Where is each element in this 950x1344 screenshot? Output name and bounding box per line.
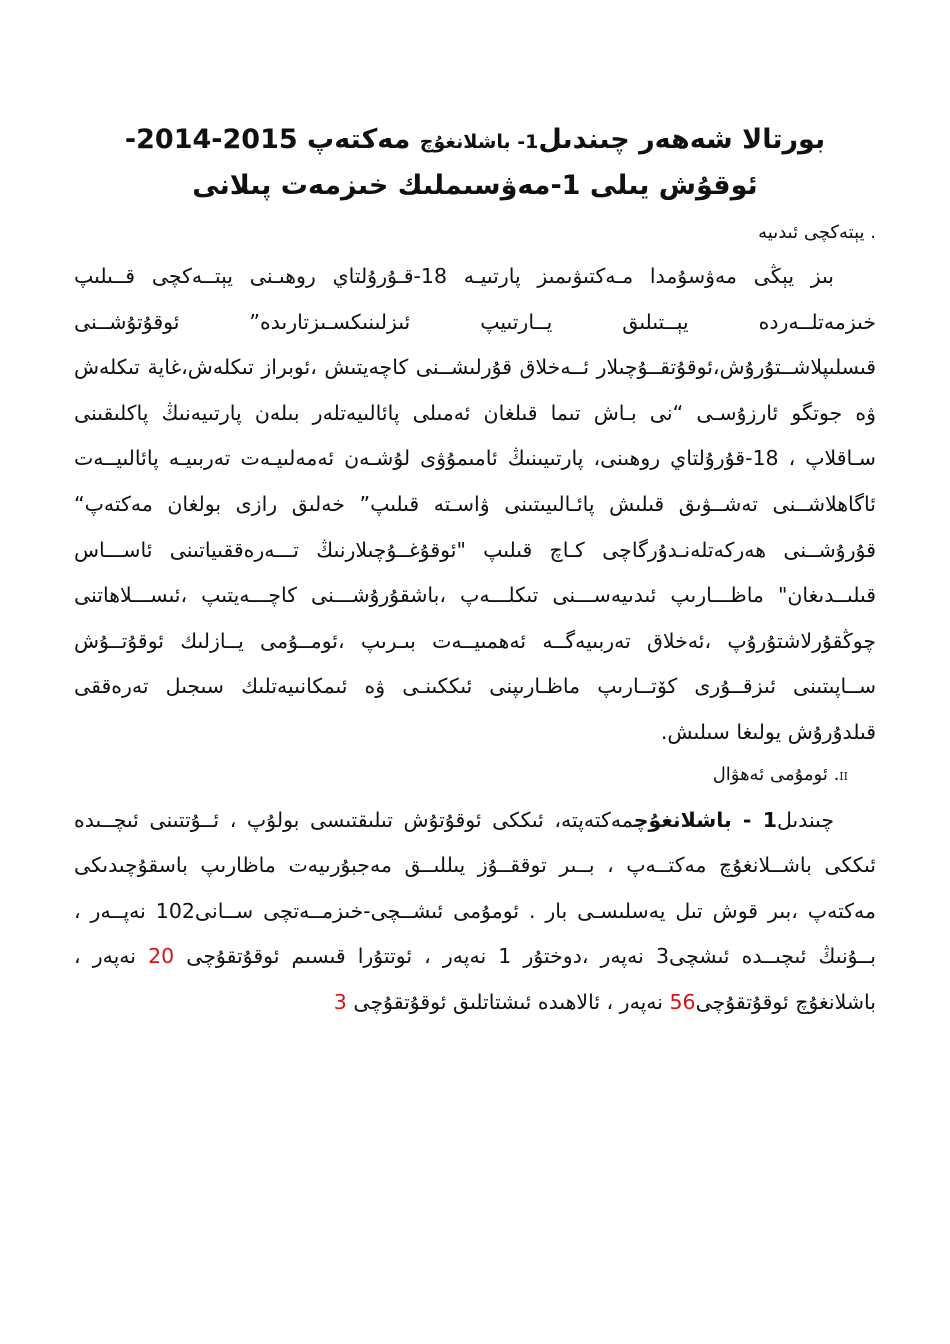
section-heading-2: II. ئومۇمى ئەھۋال (712, 763, 848, 785)
section-label: يېتەكچى ئىدىيە (758, 222, 865, 243)
paragraph-guiding-ideology: بىز يېڭى مەۋسۇمدا مـەكتىۋىمىز پارتىيـە 18-قـۇرۇلتاي روھىـنى يېتــەكچى قــىلىپ خىزمەتلــەردە يېــتىلىق يــارتىيپ ئىزلىنىكسـىزتارىدە” ئوقۇتۇشــنى قىسلىپلاشــتۇرۇش،ئوقۇتقــۇچىلار ئــەخلاق قۇرلىشــنى كاچەيتىش ،ئوبراز تىكلەش،غاية تىكلەش ۋە جوتگو ئارزۇسـى “نى بـاش تىما قىلغان ئەمىلى پائالىيەتلەر بىلەن پارتىيەنىڭ پاكلىقىنى سـاقلاپ ، 18-قۇرۇلتاي روھىنى، پارتىيىنىڭ ئامىمۇۋى لۇشـەن ئەمەلىيـەت تەربىيـە پائالىيــەت ئاگاھلاشــنى تەشــۋىق قىلىش پائـالىيىتىنى ۋاسـتە قىلىپ” خەلىق رازى بولغان مەكتەپ“ قۇرۇشــنى ھەركەتلەنـدۇرگاچى كـاچ قىلىپ "ئوقۇغــۇچىلارنىڭ تـــەرەققىياتىنى ئاســـاس قىلىــدىغان" ماظـــارىپ ئىدىيەســـنى تىكلـــەپ ،باشقۇرۇشـــنى كاچـــەيتىپ ،ئىســـلاھاتنى چوڭقۇرلاشتۇرۇپ ،ئەخلاق تەربىيەگــە ئەھمىيــەت بىـرىپ ،ئومــۇمى يــازلىك ئوقۇتــۇش ســاپىتىنى ئىزقــۇرى كۆتــارىپ ماظـارىپنى ئىككىنـى ۋە ئىمكانىيەتلىك سىجىل تەرەققى قىلدۇرۇش يولىغا سىلىش. (74, 264, 876, 744)
section-numeral: II (839, 769, 848, 783)
paragraph-general-situation: چىندىل1 - باشلانغۇچمەكتەپتە، ئىككى ئوقۇتۇش تىلىقتىسى بولۇپ ، ئــۇتتىنى ئىچــىدە ئىككى باشــلانغۇچ مەكتــەپ ، بــىر توققــۇز يىللىــق مەجبۇرىيەت ماظارىپ باسقۇچىدىكى مەكتەپ ،بىر قوش تىل يەسلىسـى بار . ئومۇمى ئىشــچى-خىزمــەتچى ســانى102 نەپــەر ، بــۇنىڭ ئىچىــدە ئىشچى3 نەپەر ،دوختۇر 1 نەپەر ، ئوتتۇرا قىسىم ئوقۇتقۇچى 20 نەپەر ، باشلانغۇچ ئوقۇتقۇچى56 نەپەر ، ئالاھىدە ئىشتاتلىق ئوقۇتقۇچى 3 (74, 807, 876, 1014)
document-title (74, 118, 876, 208)
special-teacher-count: 3 (333, 989, 347, 1014)
worker-count: 3 (655, 944, 669, 969)
staff-count: 102 (155, 898, 195, 923)
title-school-name: 1- باشلانغۇچ (419, 131, 539, 153)
title-line-1: بورتالا شەھەر چىندىل1- باشلانغۇچ مەكتەپ 2015-2014- (124, 124, 826, 155)
section-label: ئومۇمى ئەھۋال (712, 763, 828, 785)
section-bullet: . (870, 222, 876, 243)
middle-teacher-count: 20 (148, 944, 175, 969)
primary-teacher-count: 56 (669, 989, 696, 1014)
school-name-bold: 1 - باشلانغۇچ (633, 807, 777, 832)
title-line-2: ئوقۇش يىلى 1-مەۋسىملىك خىزمەت پىلانى (192, 170, 758, 201)
section-heading-1 (74, 218, 876, 248)
